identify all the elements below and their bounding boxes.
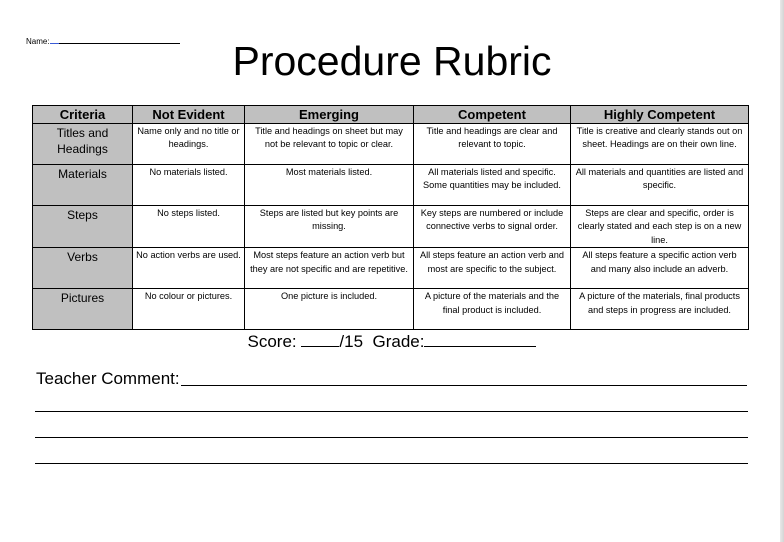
comment-line[interactable] <box>35 437 748 438</box>
table-row <box>33 124 749 165</box>
rubric-cell: Steps are listed but key points are missing. <box>245 206 414 248</box>
rubric-cell: Most steps feature an action verb but they are not specific and are repetitive. <box>245 248 414 289</box>
header-not-evident: Not Evident <box>133 106 245 124</box>
criterion-cell: Pictures <box>33 289 133 330</box>
comment-line[interactable] <box>181 385 747 386</box>
comment-line[interactable] <box>35 463 748 464</box>
rubric-cell: Title and headings are clear and relevant to topic. <box>414 124 571 165</box>
rubric-cell: All materials listed and specific. Some quantities may be included. <box>414 165 571 206</box>
rubric-cell: Steps are clear and specific, order is clearly stated and each step is on a new line. <box>571 206 749 248</box>
comment-line[interactable] <box>35 411 748 412</box>
page-title: Procedure Rubric <box>232 38 552 84</box>
table-row <box>33 165 749 206</box>
header-highly-competent: Highly Competent <box>571 106 749 124</box>
grade-label: Grade: <box>372 332 425 351</box>
rubric-cell: Title is creative and clearly stands out on sheet. Headings are on their own line. <box>571 124 749 165</box>
rubric-cell: All steps feature a specific action verb and many also include an adverb. <box>571 248 749 289</box>
header-row <box>33 106 749 124</box>
rubric-table <box>32 105 749 330</box>
header-competent: Competent <box>414 106 571 124</box>
criterion-cell: Titles and Headings <box>33 124 133 165</box>
score-blank[interactable] <box>301 332 339 347</box>
table-row <box>33 248 749 289</box>
criterion-cell: Materials <box>33 165 133 206</box>
criterion-cell: Steps <box>33 206 133 248</box>
rubric-cell: A picture of the materials, final products and steps in progress are included. <box>571 289 749 330</box>
grade-blank[interactable] <box>424 332 536 347</box>
table-row <box>33 206 749 248</box>
rubric-cell: One picture is included. <box>245 289 414 330</box>
header-emerging: Emerging <box>245 106 414 124</box>
score-line <box>0 331 784 353</box>
table-row <box>33 289 749 330</box>
rubric-cell: Most materials listed. <box>245 165 414 206</box>
rubric-cell: No steps listed. <box>133 206 245 248</box>
rubric-cell: All materials and quantities are listed and specific. <box>571 165 749 206</box>
rubric-cell: Title and headings on sheet but may not be relevant to topic or clear. <box>245 124 414 165</box>
rubric-cell: All steps feature an action verb and most are specific to the subject. <box>414 248 571 289</box>
rubric-cell: Name only and no title or headings. <box>133 124 245 165</box>
score-label: Score: <box>247 332 297 351</box>
criterion-cell: Verbs <box>33 248 133 289</box>
rubric-cell: A picture of the materials and the final product is included. <box>414 289 571 330</box>
rubric-cell: Key steps are numbered or include connective verbs to signal order. <box>414 206 571 248</box>
rubric-cell: No materials listed. <box>133 165 245 206</box>
rubric-cell: No colour or pictures. <box>133 289 245 330</box>
header-criteria: Criteria <box>33 106 133 124</box>
teacher-comment-label: Teacher Comment: <box>36 369 180 388</box>
rubric-cell: No action verbs are used. <box>133 248 245 289</box>
name-label: Name: <box>26 37 50 46</box>
score-out-of: /15 <box>339 332 364 351</box>
